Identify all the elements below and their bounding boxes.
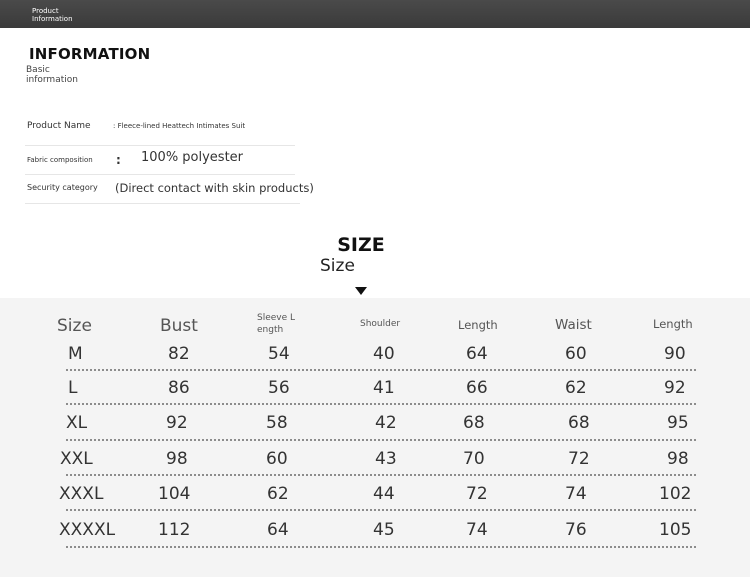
cell-bust: 112 bbox=[158, 520, 191, 540]
information-heading: INFORMATION bbox=[29, 45, 151, 63]
header-sleeve-length: Sleeve L ength bbox=[257, 313, 296, 335]
security-category-label: Security category bbox=[27, 183, 98, 192]
cell-size: XXL bbox=[60, 449, 93, 469]
row-divider bbox=[66, 546, 696, 548]
top-bar bbox=[0, 0, 750, 28]
row-divider bbox=[66, 474, 696, 476]
row-divider bbox=[66, 403, 696, 405]
fabric-composition-value: 100% polyester bbox=[141, 150, 244, 165]
cell-sleeve: 60 bbox=[266, 449, 288, 469]
cell-size: XXXL bbox=[59, 484, 104, 504]
header-length: Length bbox=[458, 318, 498, 332]
size-subtitle: Size bbox=[320, 256, 355, 276]
cell-length: 64 bbox=[466, 344, 488, 364]
cell-sleeve: 54 bbox=[268, 344, 290, 364]
cell-bust: 98 bbox=[166, 449, 188, 469]
cell-waist: 72 bbox=[568, 449, 590, 469]
fabric-composition-colon: : bbox=[116, 153, 121, 167]
fabric-composition-label: Fabric composition bbox=[27, 156, 93, 164]
cell-sleeve: 56 bbox=[268, 378, 290, 398]
cell-total-length: 105 bbox=[659, 520, 692, 540]
cell-shoulder: 45 bbox=[373, 520, 395, 540]
cell-waist: 60 bbox=[565, 344, 587, 364]
cell-length: 66 bbox=[466, 378, 488, 398]
cell-size: L bbox=[68, 378, 78, 398]
cell-size: M bbox=[68, 344, 83, 364]
header-shoulder: Shoulder bbox=[360, 319, 401, 329]
header-size: Size bbox=[57, 316, 92, 336]
cell-sleeve: 62 bbox=[267, 484, 289, 504]
cell-total-length: 92 bbox=[664, 378, 686, 398]
size-table bbox=[0, 298, 750, 577]
info-divider bbox=[25, 174, 295, 175]
header-bust: Bust bbox=[160, 316, 198, 336]
product-information-tab[interactable]: Product Information bbox=[32, 7, 73, 23]
cell-bust: 86 bbox=[168, 378, 190, 398]
cell-waist: 68 bbox=[568, 413, 590, 433]
down-arrow-icon bbox=[355, 287, 367, 295]
cell-size: XL bbox=[66, 413, 88, 433]
cell-length: 74 bbox=[466, 520, 488, 540]
cell-bust: 82 bbox=[168, 344, 190, 364]
cell-sleeve: 58 bbox=[266, 413, 288, 433]
header-waist: Waist bbox=[555, 317, 592, 333]
cell-length: 70 bbox=[463, 449, 485, 469]
info-divider bbox=[25, 145, 295, 146]
cell-shoulder: 42 bbox=[375, 413, 397, 433]
cell-shoulder: 43 bbox=[375, 449, 397, 469]
size-title: SIZE bbox=[337, 234, 385, 256]
cell-waist: 62 bbox=[565, 378, 587, 398]
product-name-label: Product Name bbox=[27, 121, 91, 131]
cell-total-length: 98 bbox=[667, 449, 689, 469]
row-divider bbox=[66, 509, 696, 511]
cell-shoulder: 40 bbox=[373, 344, 395, 364]
cell-length: 72 bbox=[466, 484, 488, 504]
cell-total-length: 90 bbox=[664, 344, 686, 364]
cell-length: 68 bbox=[463, 413, 485, 433]
cell-waist: 74 bbox=[565, 484, 587, 504]
cell-sleeve: 64 bbox=[267, 520, 289, 540]
info-divider bbox=[25, 203, 300, 204]
product-name-value: : Fleece-lined Heattech Intimates Suit bbox=[113, 122, 246, 130]
cell-total-length: 95 bbox=[667, 413, 689, 433]
cell-size: XXXXL bbox=[59, 520, 116, 540]
row-divider bbox=[66, 369, 696, 371]
cell-total-length: 102 bbox=[659, 484, 692, 504]
cell-shoulder: 41 bbox=[373, 378, 395, 398]
cell-shoulder: 44 bbox=[373, 484, 395, 504]
basic-information-subheading: Basic information bbox=[26, 65, 78, 85]
cell-bust: 92 bbox=[166, 413, 188, 433]
header-total-length: Length bbox=[653, 317, 693, 331]
row-divider bbox=[66, 439, 696, 441]
security-category-value: (Direct contact with skin products) bbox=[115, 181, 314, 195]
cell-waist: 76 bbox=[565, 520, 587, 540]
cell-bust: 104 bbox=[158, 484, 191, 504]
